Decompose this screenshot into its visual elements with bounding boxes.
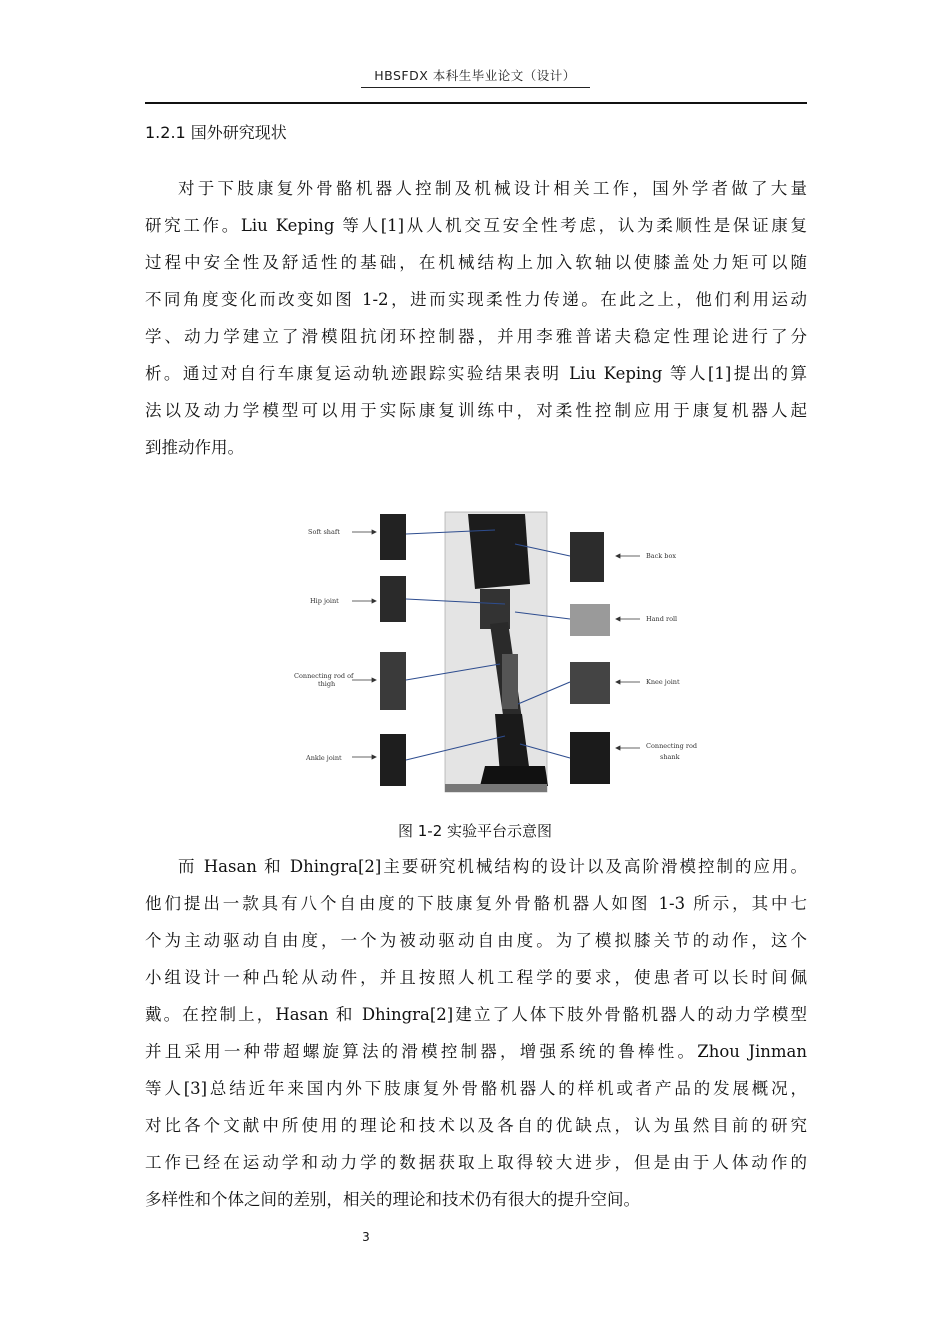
paragraph-2-line: 多样性和个体之间的差别，相关的理论和技术仍有很大的提升空间。 [145, 1190, 640, 1209]
paragraph-1-line: 学、动力学建立了滑模阻抗闭环控制器，并用李雅普诺夫稳定性理论进行了分 [145, 327, 807, 346]
paragraph-2 [145, 848, 807, 1218]
header-underline [361, 87, 590, 88]
paragraph-1-line: 对于下肢康复外骨骼机器人控制及机械设计相关工作，国外学者做了大量 [178, 179, 807, 198]
paragraph-1-line: 法以及动力学模型可以用于实际康复训练中，对柔性控制应用于康复机器人起 [145, 401, 807, 420]
paragraph-1-line: 研究工作。Liu Keping 等人[1]从人机交互安全性考虑，认为柔顺性是保证康复 [145, 216, 807, 235]
label-knee-joint: Knee joint [646, 678, 680, 686]
paragraph-1-line: 到推动作用。 [145, 438, 244, 457]
page-number: 3 [362, 1230, 370, 1244]
paragraph-2-line: 而 Hasan 和 Dhingra[2]主要研究机械结构的设计以及高阶滑模控制的应用。 [178, 857, 807, 876]
page-header-title: HBSFDX 本科生毕业论文（设计） [374, 68, 576, 83]
paragraph-1-line: 不同角度变化而改变如图 1-2，进而实现柔性力传递。在此之上，他们利用运动 [145, 290, 807, 309]
label-hip-joint: Hip joint [310, 597, 339, 605]
label-thigh: thigh [318, 680, 336, 688]
label-connecting-rod-thigh: Connecting rod of [294, 672, 354, 680]
label-connecting-rod: Connecting rod [646, 742, 698, 750]
paragraph-2-line: 戴。在控制上，Hasan 和 Dhingra[2]建立了人体下肢外骨骼机器人的动力学模型 [145, 1005, 807, 1024]
header-rule [145, 102, 807, 104]
thumbnail-connecting-rod-thigh [380, 652, 406, 710]
section-heading: 1.2.1 国外研究现状 [145, 123, 287, 142]
arrows-right [616, 554, 640, 750]
thumbnail-back-box [570, 532, 604, 582]
arrows-left [352, 530, 376, 759]
label-hand-roll: Hand roll [646, 615, 678, 623]
thumbnail-connecting-rod-shank [570, 732, 610, 784]
paragraph-2-line: 并且采用一种带超螺旋算法的滑模控制器，增强系统的鲁棒性。Zhou Jinman [145, 1042, 807, 1061]
thumbnail-soft-shaft [380, 514, 406, 560]
label-back-box: Back box [646, 552, 677, 560]
exoskeleton-photo [445, 512, 548, 792]
paragraph-2-line: 他们提出一款具有八个自由度的下肢康复外骨骼机器人如图 1-3 所示，其中七 [145, 894, 807, 913]
thumbnail-ankle-joint [380, 734, 406, 786]
paragraph-2-line: 对比各个文献中所使用的理论和技术以及各自的优缺点，认为虽然目前的研究 [145, 1116, 807, 1135]
thumbnail-hip-joint [380, 576, 406, 622]
label-soft-shaft: Soft shaft [308, 528, 340, 536]
figure-experimental-platform [290, 504, 700, 794]
figure-caption: 图 1-2 实验平台示意图 [397, 822, 553, 840]
paragraph-2-line: 工作已经在运动学和动力学的数据获取上取得较大进步，但是由于人体动作的 [145, 1153, 807, 1172]
paragraph-2-line: 等人[3]总结近年来国内外下肢康复外骨骼机器人的样机或者产品的发展概况， [145, 1079, 807, 1098]
paragraph-2-line: 小组设计一种凸轮从动件，并且按照人机工程学的要求，使患者可以长时间佩 [145, 968, 807, 987]
paragraph-1-line: 析。通过对自行车康复运动轨迹跟踪实验结果表明 Liu Keping 等人[1]提出的算 [145, 364, 807, 383]
paragraph-2-line: 个为主动驱动自由度，一个为被动驱动自由度。为了模拟膝关节的动作，这个 [145, 931, 807, 950]
paragraph-1-line: 过程中安全性及舒适性的基础，在机械结构上加入软轴以使膝盖处力矩可以随 [145, 253, 807, 272]
thumbnail-knee-joint [570, 662, 610, 704]
label-shank: shank [660, 753, 680, 761]
thumbnail-hand-roll [570, 604, 610, 636]
paragraph-1 [145, 170, 807, 466]
label-ankle-joint: Ankle joint [306, 754, 342, 762]
